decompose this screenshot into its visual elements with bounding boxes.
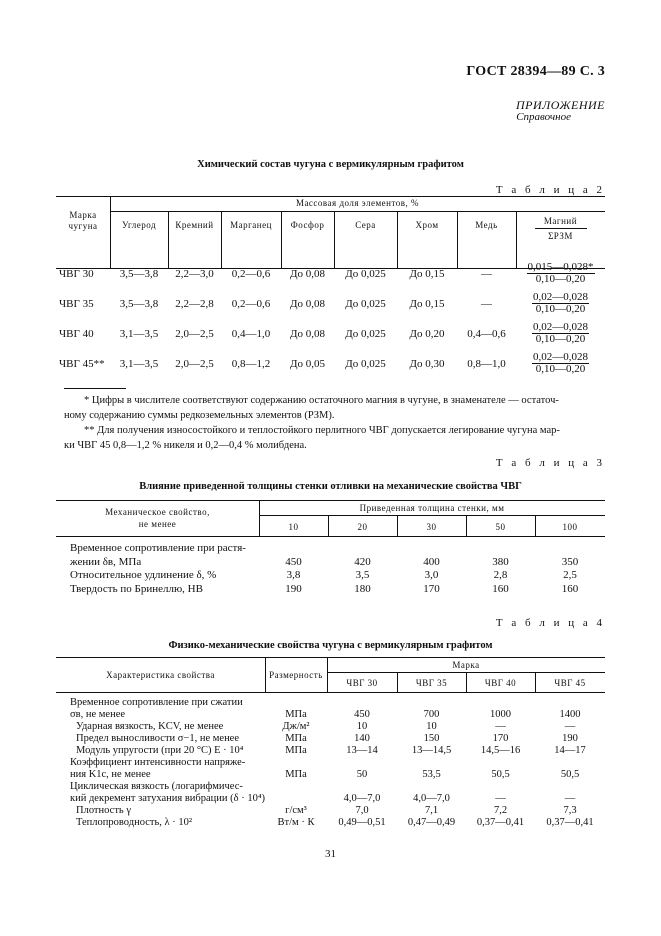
- table2-col-copper: Медь: [475, 220, 498, 230]
- fraction: [532, 322, 589, 345]
- cell: 53,5: [422, 769, 441, 780]
- table-row: [56, 697, 605, 721]
- cell: 0,4—1,0: [231, 328, 271, 340]
- table3-title: Влияние приведенной толщины стенки отливки на механические свойства ЧВГ: [139, 481, 522, 492]
- table2-col-sulfur: Сера: [355, 220, 376, 230]
- table3-header-prop-1: Механическое свойство,: [105, 507, 210, 517]
- cell: 14—17: [554, 745, 586, 756]
- table2-header-mark-2: чугуна: [68, 221, 98, 231]
- cell: 14,5—16: [480, 745, 521, 756]
- table4-col-chvg30: ЧВГ 30: [346, 678, 378, 688]
- cell: 2,2—2,8: [175, 298, 214, 310]
- cell: 50,5: [560, 769, 580, 780]
- cell: 0,49—0,51: [338, 817, 386, 828]
- numerator: 0,02—0,028: [533, 321, 588, 333]
- footnote-1a: * Цифры в числителе соответствуют содержанию остаточного магния в чугуне, в знаменателе — остаточ-: [84, 395, 559, 406]
- row-name-line: Циклическая вязкость (логарифмичес-: [70, 781, 243, 792]
- cell: 0,4—0,6: [467, 328, 506, 340]
- row-name-line: Ударная вязкость, KCV, не менее: [76, 721, 224, 732]
- cell: До 0,08: [289, 298, 325, 310]
- row-name-line: Плотность γ: [76, 805, 131, 816]
- denominator: 0,10—0,20: [535, 273, 586, 285]
- cell: —: [481, 298, 492, 310]
- table2-col-silicon: Кремний: [175, 220, 214, 230]
- cell: 7,3: [563, 805, 577, 816]
- cell: 380: [492, 555, 509, 568]
- cell: До 0,20: [409, 328, 445, 340]
- cell: 150: [423, 733, 440, 744]
- row-name-line: Предел выносливости σ−1, не менее: [76, 733, 240, 744]
- cell: До 0,08: [289, 328, 325, 340]
- cell: 3,5—3,8: [119, 298, 159, 310]
- cell: 3,5—3,8: [119, 268, 159, 280]
- cell: 0,8—1,0: [467, 358, 506, 370]
- cell: 450: [354, 709, 370, 720]
- denominator: 0,10—0,20: [535, 333, 586, 345]
- cell-fraction: [516, 352, 605, 375]
- cell-dimension: МПа: [285, 745, 307, 756]
- denominator: 0,10—0,20: [535, 363, 586, 375]
- row-name-line: ния K1c, не менее: [70, 769, 151, 780]
- table-row: [56, 351, 605, 384]
- cell: 0,2—0,6: [231, 268, 271, 280]
- row-name: Относительное удлинение δ, %: [70, 569, 217, 581]
- numerator: 0,02—0,028: [533, 291, 588, 303]
- table-row: [56, 583, 605, 597]
- cell: 350: [561, 555, 579, 568]
- cell-dimension: МПа: [285, 769, 307, 780]
- denominator: 0,10—0,20: [535, 303, 586, 315]
- table2-col-magnesium: Магний: [543, 216, 578, 226]
- cell: 170: [423, 582, 440, 595]
- row-mark: ЧВГ 45**: [59, 358, 105, 370]
- table4-title: Физико-механические свойства чугуна с вермикулярным графитом: [168, 640, 493, 651]
- cell: 180: [354, 582, 371, 595]
- table4-col-chvg35: ЧВГ 35: [415, 678, 448, 688]
- row-name-line: Коэффициент интенсивности напряже-: [70, 757, 246, 768]
- table2-col-carbon: Углерод: [121, 220, 157, 230]
- cell: 3,1—3,5: [119, 328, 159, 340]
- table2-footnotes: [64, 393, 604, 453]
- row-name: Твердость по Бринеллю, НВ: [70, 582, 203, 595]
- table-row: [56, 321, 605, 354]
- cell: 7,1: [424, 805, 439, 816]
- row-name-line: σв, не менее: [70, 709, 126, 720]
- cell: До 0,025: [345, 298, 386, 310]
- row-name: [76, 745, 286, 757]
- row-name: [70, 781, 280, 805]
- numerator: 0,02—0,028: [533, 351, 588, 363]
- row-mark: ЧВГ 40: [59, 328, 94, 340]
- cell: —: [564, 793, 576, 804]
- cell-dimension: г/см³: [285, 805, 307, 816]
- table4-label: Т а б л и ц а 4: [495, 617, 605, 629]
- cell: 160: [561, 582, 579, 595]
- table-row: [56, 805, 605, 817]
- cell: 0,8—1,2: [231, 358, 271, 370]
- table3-header-prop-2: не менее: [138, 519, 177, 529]
- footnote-2b: ки ЧВГ 45 0,8—1,2 % никеля и 0,2—0,4 % молибдена.: [64, 440, 307, 451]
- cell: 2,0—2,5: [175, 328, 214, 340]
- row-name: [70, 697, 280, 721]
- cell-dimension: МПа: [285, 733, 307, 744]
- cell: —: [495, 721, 506, 732]
- cell: До 0,025: [345, 358, 386, 370]
- cell: 400: [423, 555, 440, 568]
- cell: До 0,05: [289, 358, 325, 370]
- table-row: [56, 733, 605, 745]
- cell: До 0,025: [345, 328, 386, 340]
- appendix-title: ПРИЛОЖЕНИЕ: [516, 98, 605, 112]
- cell-dimension: Вт/м · К: [277, 817, 315, 828]
- cell: 170: [492, 733, 509, 744]
- cell: 3,1—3,5: [119, 358, 159, 370]
- cell: 140: [354, 733, 370, 744]
- cell: 0,47—0,49: [407, 817, 456, 828]
- cell: 10: [356, 721, 368, 732]
- cell-fraction: [516, 262, 605, 285]
- document-id: ГОСТ 28394—89 С. 3: [466, 64, 605, 79]
- row-mark: ЧВГ 35: [59, 298, 94, 310]
- table2-col-phosphorus: Фосфор: [290, 220, 325, 230]
- table3-body: [56, 542, 605, 596]
- cell: 13—14: [346, 745, 378, 756]
- table2-header-mark-1: Марка: [69, 210, 97, 220]
- appendix-type: Справочное: [516, 111, 571, 123]
- table3-col-10: 10: [288, 522, 299, 532]
- row-name: [76, 733, 286, 745]
- cell: 3,0: [424, 569, 439, 581]
- cell: 2,8: [493, 569, 508, 581]
- cell: 2,2—3,0: [175, 268, 214, 280]
- footnote-1b: ному содержанию суммы редкоземельных элементов (РЗМ).: [64, 410, 335, 421]
- row-name: [70, 757, 280, 781]
- cell-fraction: [516, 292, 605, 315]
- cell: 0,2—0,6: [231, 298, 271, 310]
- numerator: 0,015—0,028*: [527, 261, 594, 273]
- cell: 3,8: [286, 569, 301, 581]
- fraction: [527, 262, 595, 285]
- table3-col-30: 30: [426, 522, 437, 532]
- table2-col-rzm: ΣРЗМ: [535, 228, 587, 243]
- cell: 3,5: [355, 569, 370, 581]
- table3-col-100: 100: [562, 522, 578, 532]
- fraction: [532, 352, 589, 375]
- table3-col-20: 20: [357, 522, 368, 532]
- table-row: [56, 781, 605, 805]
- row-name: [76, 721, 286, 733]
- cell: 1000: [490, 709, 511, 720]
- cell: 190: [562, 733, 578, 744]
- cell: 0,37—0,41: [546, 817, 594, 828]
- table-row: [56, 261, 605, 294]
- cell: 2,5: [563, 569, 577, 581]
- table-row: [56, 757, 605, 781]
- row-name-line: Временное сопротивление при сжатии: [70, 697, 243, 708]
- cell: 700: [423, 709, 440, 720]
- cell: —: [564, 721, 576, 732]
- cell: —: [495, 793, 506, 804]
- cell: 190: [285, 582, 302, 595]
- table3-group-header: Приведенная толщина стенки, мм: [359, 503, 505, 513]
- table3-col-50: 50: [495, 522, 506, 532]
- cell: 0,37—0,41: [476, 817, 525, 828]
- cell: 13—14,5: [411, 745, 452, 756]
- row-name-line: Модуль упругости (при 20 °С) E · 10⁴: [76, 745, 244, 756]
- table2-title: Химический состав чугуна с вермикулярным графитом: [197, 159, 464, 170]
- table4-col-chvg45: ЧВГ 45: [554, 678, 586, 688]
- table4-col-chvg40: ЧВГ 40: [484, 678, 517, 688]
- cell: 2,0—2,5: [175, 358, 214, 370]
- cell: 50: [356, 769, 368, 780]
- table-row: [56, 291, 605, 324]
- cell: 7,0: [355, 805, 369, 816]
- table2-label: Т а б л и ц а 2: [495, 184, 605, 196]
- table-row: [56, 721, 605, 733]
- row-mark: ЧВГ 30: [59, 268, 94, 280]
- table-row: [56, 817, 605, 829]
- table4-header-char: Характеристика свойства: [106, 670, 215, 680]
- row-name-line: Теплопроводность, λ · 10²: [76, 817, 192, 828]
- row-name: Временное сопротивление при растя-: [70, 542, 246, 554]
- page-number: 31: [325, 848, 336, 860]
- fraction: [532, 292, 589, 315]
- cell: До 0,15: [409, 268, 445, 280]
- cell: 1400: [559, 709, 581, 720]
- cell: —: [481, 268, 492, 280]
- table4-header-dim: Размерность: [269, 670, 323, 680]
- cell-fraction: [516, 322, 605, 345]
- table-row: [56, 542, 605, 569]
- table4-group-header: Марка: [452, 660, 480, 670]
- cell: 50,5: [491, 769, 510, 780]
- table2-group-header: Массовая доля элементов, %: [295, 198, 420, 208]
- cell: До 0,30: [409, 358, 445, 370]
- cell: До 0,025: [345, 268, 386, 280]
- cell: 450: [285, 555, 302, 568]
- table2-col-manganese: Марганец: [230, 220, 272, 230]
- cell: 7,2: [493, 805, 508, 816]
- row-name: жении δв, МПа: [70, 555, 142, 568]
- footnote-2a: ** Для получения износостойкого и теплостойкого перлитного ЧВГ допускается легирование чугуна мар-: [84, 425, 560, 436]
- cell: 420: [354, 555, 371, 568]
- table-row: [56, 569, 605, 583]
- cell: До 0,15: [409, 298, 445, 310]
- cell: 10: [426, 721, 437, 732]
- table3-label: Т а б л и ц а 3: [495, 457, 605, 469]
- cell: 4,0—7,0: [413, 793, 450, 804]
- table-row: [56, 745, 605, 757]
- row-name: [76, 805, 286, 817]
- row-name: [76, 817, 286, 829]
- cell: 160: [492, 582, 509, 595]
- cell: До 0,08: [289, 268, 325, 280]
- cell-dimension: МПа: [285, 709, 307, 720]
- cell: 4,0—7,0: [343, 793, 381, 804]
- cell-dimension: Дж/м²: [282, 721, 310, 732]
- table2-col-chromium: Хром: [415, 220, 439, 230]
- row-name-line: кий декремент затухания вибрации (δ · 10⁴): [70, 793, 265, 804]
